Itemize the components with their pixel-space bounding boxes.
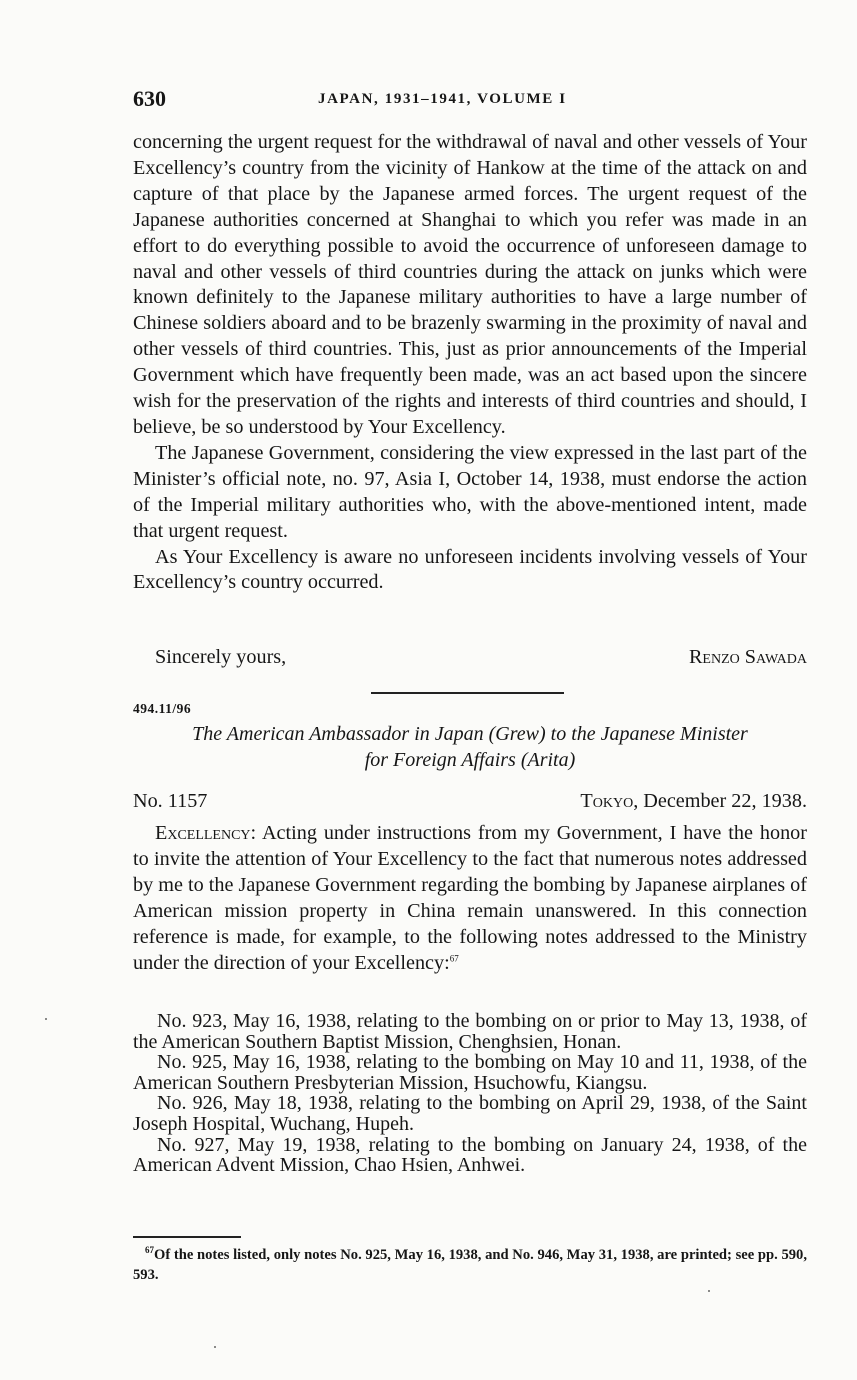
file-number: 494.11/96 [133,701,192,716]
closing: Sincerely yours, [155,646,287,668]
footnote-divider [133,1236,241,1238]
signature-line [133,646,807,674]
body-paragraph-2: The Japanese Government, considering the view expressed in the last part of the Minister’s official note, no. 97, Asia I, October 14, 1938, must endorse the action of the Imperial military authorities who, with the above-mentioned intent, made that urgent request. [133,441,807,542]
note-body [133,821,807,976]
body-paragraph-3: As Your Excellency is aware no unforeseen incidents involving vessels of Your Excellency’s country occurred. [133,545,807,594]
body-paragraph-1: concerning the urgent request for the withdrawal of naval and other vessels of Your Excellency’s country from the vicinity of Hankow at the time of the attack on and capture of that place by the Japanese armed forces. The urgent request of the Japanese authorities concerned at Shanghai to which you refer was made in an effort to do everything possible to avoid the occurrence of unforeseen damage to naval and other vessels of third countries during the attack on junks which were known definitely to the Japanese military authorities to have a large number of Chinese soldiers aboard and to be brazenly swarming in the proximity of naval and other vessels of third countries. This, just as prior announcements of the Imperial Government which have frequently been made, was an act based upon the sincere wish for the preservation of the rights and interests of third countries and should, I believe, be so understood by Your Excellency. [133,131,807,438]
letter-body [133,130,807,596]
running-head: JAPAN, 1931–1941, VOLUME I [318,91,567,107]
notes-list [133,1011,807,1176]
footnote-reference: 67 [449,952,459,963]
footnote [133,1246,807,1285]
title-line-2: for Foreign Affairs (Arita) [364,748,576,771]
footnote-marker: 67 [145,1245,154,1256]
document-title [133,722,807,773]
note-paragraph-text: Acting under instructions from my Government, I have the honor to invite the attention of Your Excellency to the fact that numerous notes addressed by me to the Japanese Government regarding the bombing by Japanese airplanes of American mission property in China remain unanswered. In this connection reference is made, for example, to the following notes addressed to the Ministry under the direction of your Excellency: [133,822,807,974]
title-line-1: The American Ambassador in Japan (Grew) to the Japanese Minister [192,723,748,745]
page-number: 630 [133,86,166,111]
footnote-text: Of the notes listed, only notes No. 925, May 16, 1938, and No. 946, May 31, 1938, are printed; see pp. 590, 593. [133,1247,807,1283]
note-paragraph-1 [133,821,807,976]
place-and-date [580,790,807,813]
note-item: No. 926, May 18, 1938, relating to the bombing on April 29, 1938, of the Saint Joseph Hospital, Wuchang, Hupeh. [133,1092,807,1135]
dateline [133,790,807,818]
note-item: No. 925, May 16, 1938, relating to the bombing on May 10 and 11, 1938, of the American Southern Presbyterian Mission, Hsuchowfu, Kiangsu. [133,1051,807,1094]
section-divider [371,692,564,694]
document-number: No. 1157 [133,790,208,812]
speck [214,1346,216,1348]
salutation: Excellency: [155,822,257,844]
place: Tokyo, [580,790,639,812]
date: December 22, 1938. [643,790,807,812]
note-item: No. 923, May 16, 1938, relating to the bombing on or prior to May 13, 1938, of the American Southern Baptist Mission, Chenghsien, Honan. [133,1010,807,1053]
signature: Renzo Sawada [688,646,807,668]
speck [45,1018,47,1020]
speck [708,1290,710,1292]
note-item: No. 927, May 19, 1938, relating to the bombing on January 24, 1938, of the American Advent Mission, Chao Hsien, Anhwei. [133,1133,807,1177]
page-header [133,86,807,116]
